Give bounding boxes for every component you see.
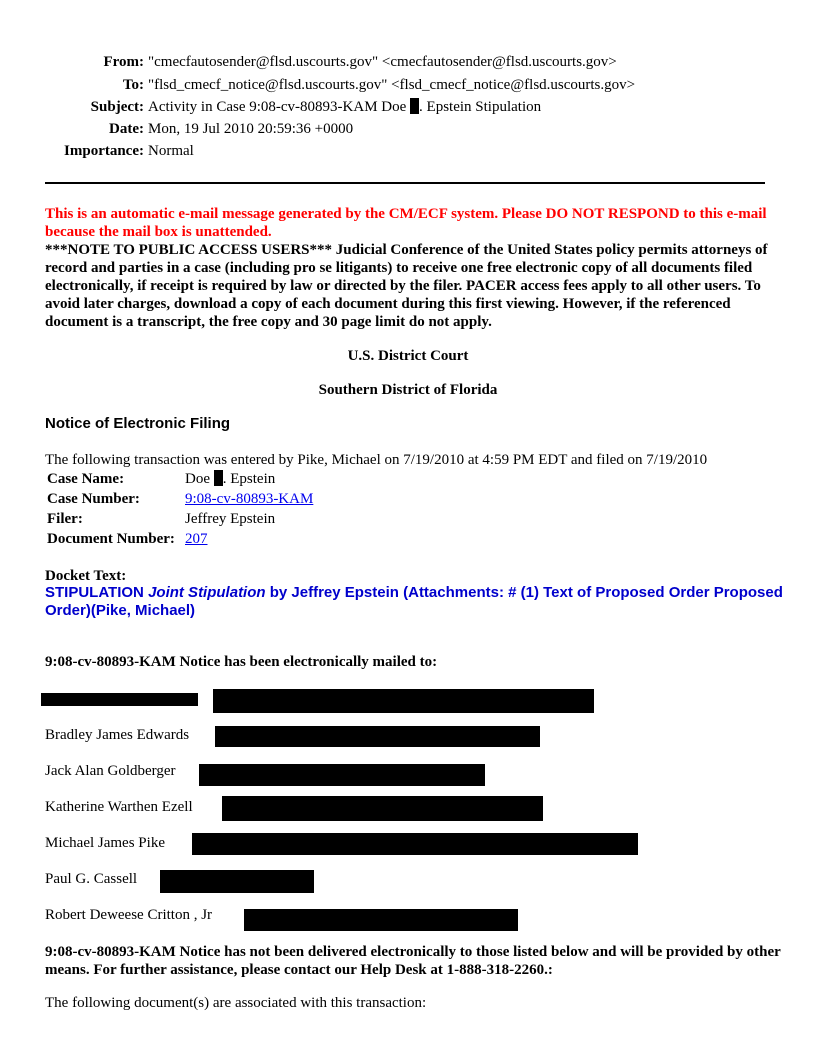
associated-documents-text: The following document(s) are associated with this transaction: bbox=[45, 995, 427, 1011]
nef-title: Notice of Electronic Filing bbox=[45, 415, 231, 432]
auto-message-warning: This is an automatic e-mail message generated by the CM/ECF system. Please DO NOT RESPOND to this e-mail because the mail box is unattended. bbox=[45, 206, 767, 240]
docket-text-italic: Joint Stipulation bbox=[148, 584, 266, 601]
redacted-recipient-email bbox=[244, 909, 518, 931]
to-label: To: bbox=[122, 77, 144, 93]
case-name-after: . Epstein bbox=[222, 471, 276, 487]
redacted-recipient-email bbox=[192, 833, 638, 855]
header-from-row bbox=[0, 52, 816, 72]
court-name: U.S. District Court bbox=[347, 348, 469, 364]
subject-text-before: Activity in Case 9:08-cv-80893-KAM Doe bbox=[148, 99, 407, 115]
to-value: "flsd_cmecf_notice@flsd.uscourts.gov" <flsd_cmecf_notice@flsd.uscourts.gov> bbox=[148, 77, 636, 93]
filer-value: Jeffrey Epstein bbox=[185, 511, 276, 527]
document-number-link[interactable]: 207 bbox=[185, 531, 208, 547]
court-district: Southern District of Florida bbox=[318, 382, 498, 398]
subject-value bbox=[148, 97, 541, 117]
subject-redaction bbox=[410, 98, 419, 114]
header-subject-row bbox=[0, 97, 816, 117]
date-label: Date: bbox=[109, 121, 144, 137]
case-number-link[interactable]: 9:08-cv-80893-KAM bbox=[185, 491, 314, 507]
case-name-value bbox=[185, 469, 275, 489]
header-divider bbox=[45, 182, 765, 184]
case-name-label: Case Name: bbox=[47, 471, 125, 487]
redacted-recipient-email bbox=[199, 764, 485, 786]
importance-label: Importance: bbox=[64, 143, 144, 159]
case-number-label: Case Number: bbox=[47, 491, 140, 507]
docket-text-part2: by Jeffrey Epstein (Attachments: # (1) Text of Proposed Order Proposed Order)(Pike, Michael) bbox=[45, 584, 783, 619]
public-access-note: ***NOTE TO PUBLIC ACCESS USERS*** Judicial Conference of the United States policy permits attorneys of record and parties in a case (including pro se litigants) to receive one free electronic copy of all documents filed electronically, if receipt is required by law or directed by the filer. PACER access fees apply to all other users. To avoid later charges, download a copy of each document during this first viewing. However, if the referenced document is a transcript, the free copy and 30 page limit do not apply. bbox=[45, 242, 768, 330]
recipient-name: Paul G. Cassell bbox=[45, 871, 138, 887]
from-value: "cmecfautosender@flsd.uscourts.gov" <cmecfautosender@flsd.uscourts.gov> bbox=[148, 54, 617, 70]
redacted-recipient-email bbox=[215, 726, 540, 747]
importance-value: Normal bbox=[148, 143, 194, 159]
case-name-before: Doe bbox=[185, 471, 210, 487]
subject-label: Subject: bbox=[90, 99, 144, 115]
recipient-name: Michael James Pike bbox=[45, 835, 165, 851]
recipient-name: Katherine Warthen Ezell bbox=[45, 799, 193, 815]
not-delivered-notice: 9:08-cv-80893-KAM Notice has not been delivered electronically to those listed below and will be provided by other means. For further assistance, please contact our Help Desk at 1-888-318-2260.: bbox=[45, 944, 781, 978]
mailed-title: 9:08-cv-80893-KAM Notice has been electronically mailed to: bbox=[45, 654, 438, 670]
header-importance-row bbox=[0, 141, 816, 161]
header-date-row bbox=[0, 119, 816, 139]
redacted-recipient-email bbox=[160, 870, 314, 893]
recipient-name: Robert Deweese Critton , Jr bbox=[45, 907, 213, 923]
redacted-recipient-email bbox=[213, 689, 594, 713]
date-value: Mon, 19 Jul 2010 20:59:36 +0000 bbox=[148, 121, 354, 137]
redacted-recipient-name bbox=[41, 693, 198, 706]
docket-text-part1: STIPULATION bbox=[45, 584, 149, 601]
docket-text bbox=[45, 584, 785, 620]
subject-text-after: . Epstein Stipulation bbox=[419, 99, 542, 115]
recipient-name: Jack Alan Goldberger bbox=[45, 763, 176, 779]
document-number-label: Document Number: bbox=[47, 531, 175, 547]
from-label: From: bbox=[103, 54, 144, 70]
case-name-redaction bbox=[214, 470, 223, 486]
header-to-row bbox=[0, 75, 816, 95]
docket-label: Docket Text: bbox=[45, 568, 127, 584]
recipient-name: Bradley James Edwards bbox=[45, 727, 190, 743]
transaction-text: The following transaction was entered by Pike, Michael on 7/19/2010 at 4:59 PM EDT and filed on 7/19/2010 bbox=[45, 452, 708, 468]
redacted-recipient-email bbox=[222, 796, 543, 821]
filer-label: Filer: bbox=[47, 511, 83, 527]
